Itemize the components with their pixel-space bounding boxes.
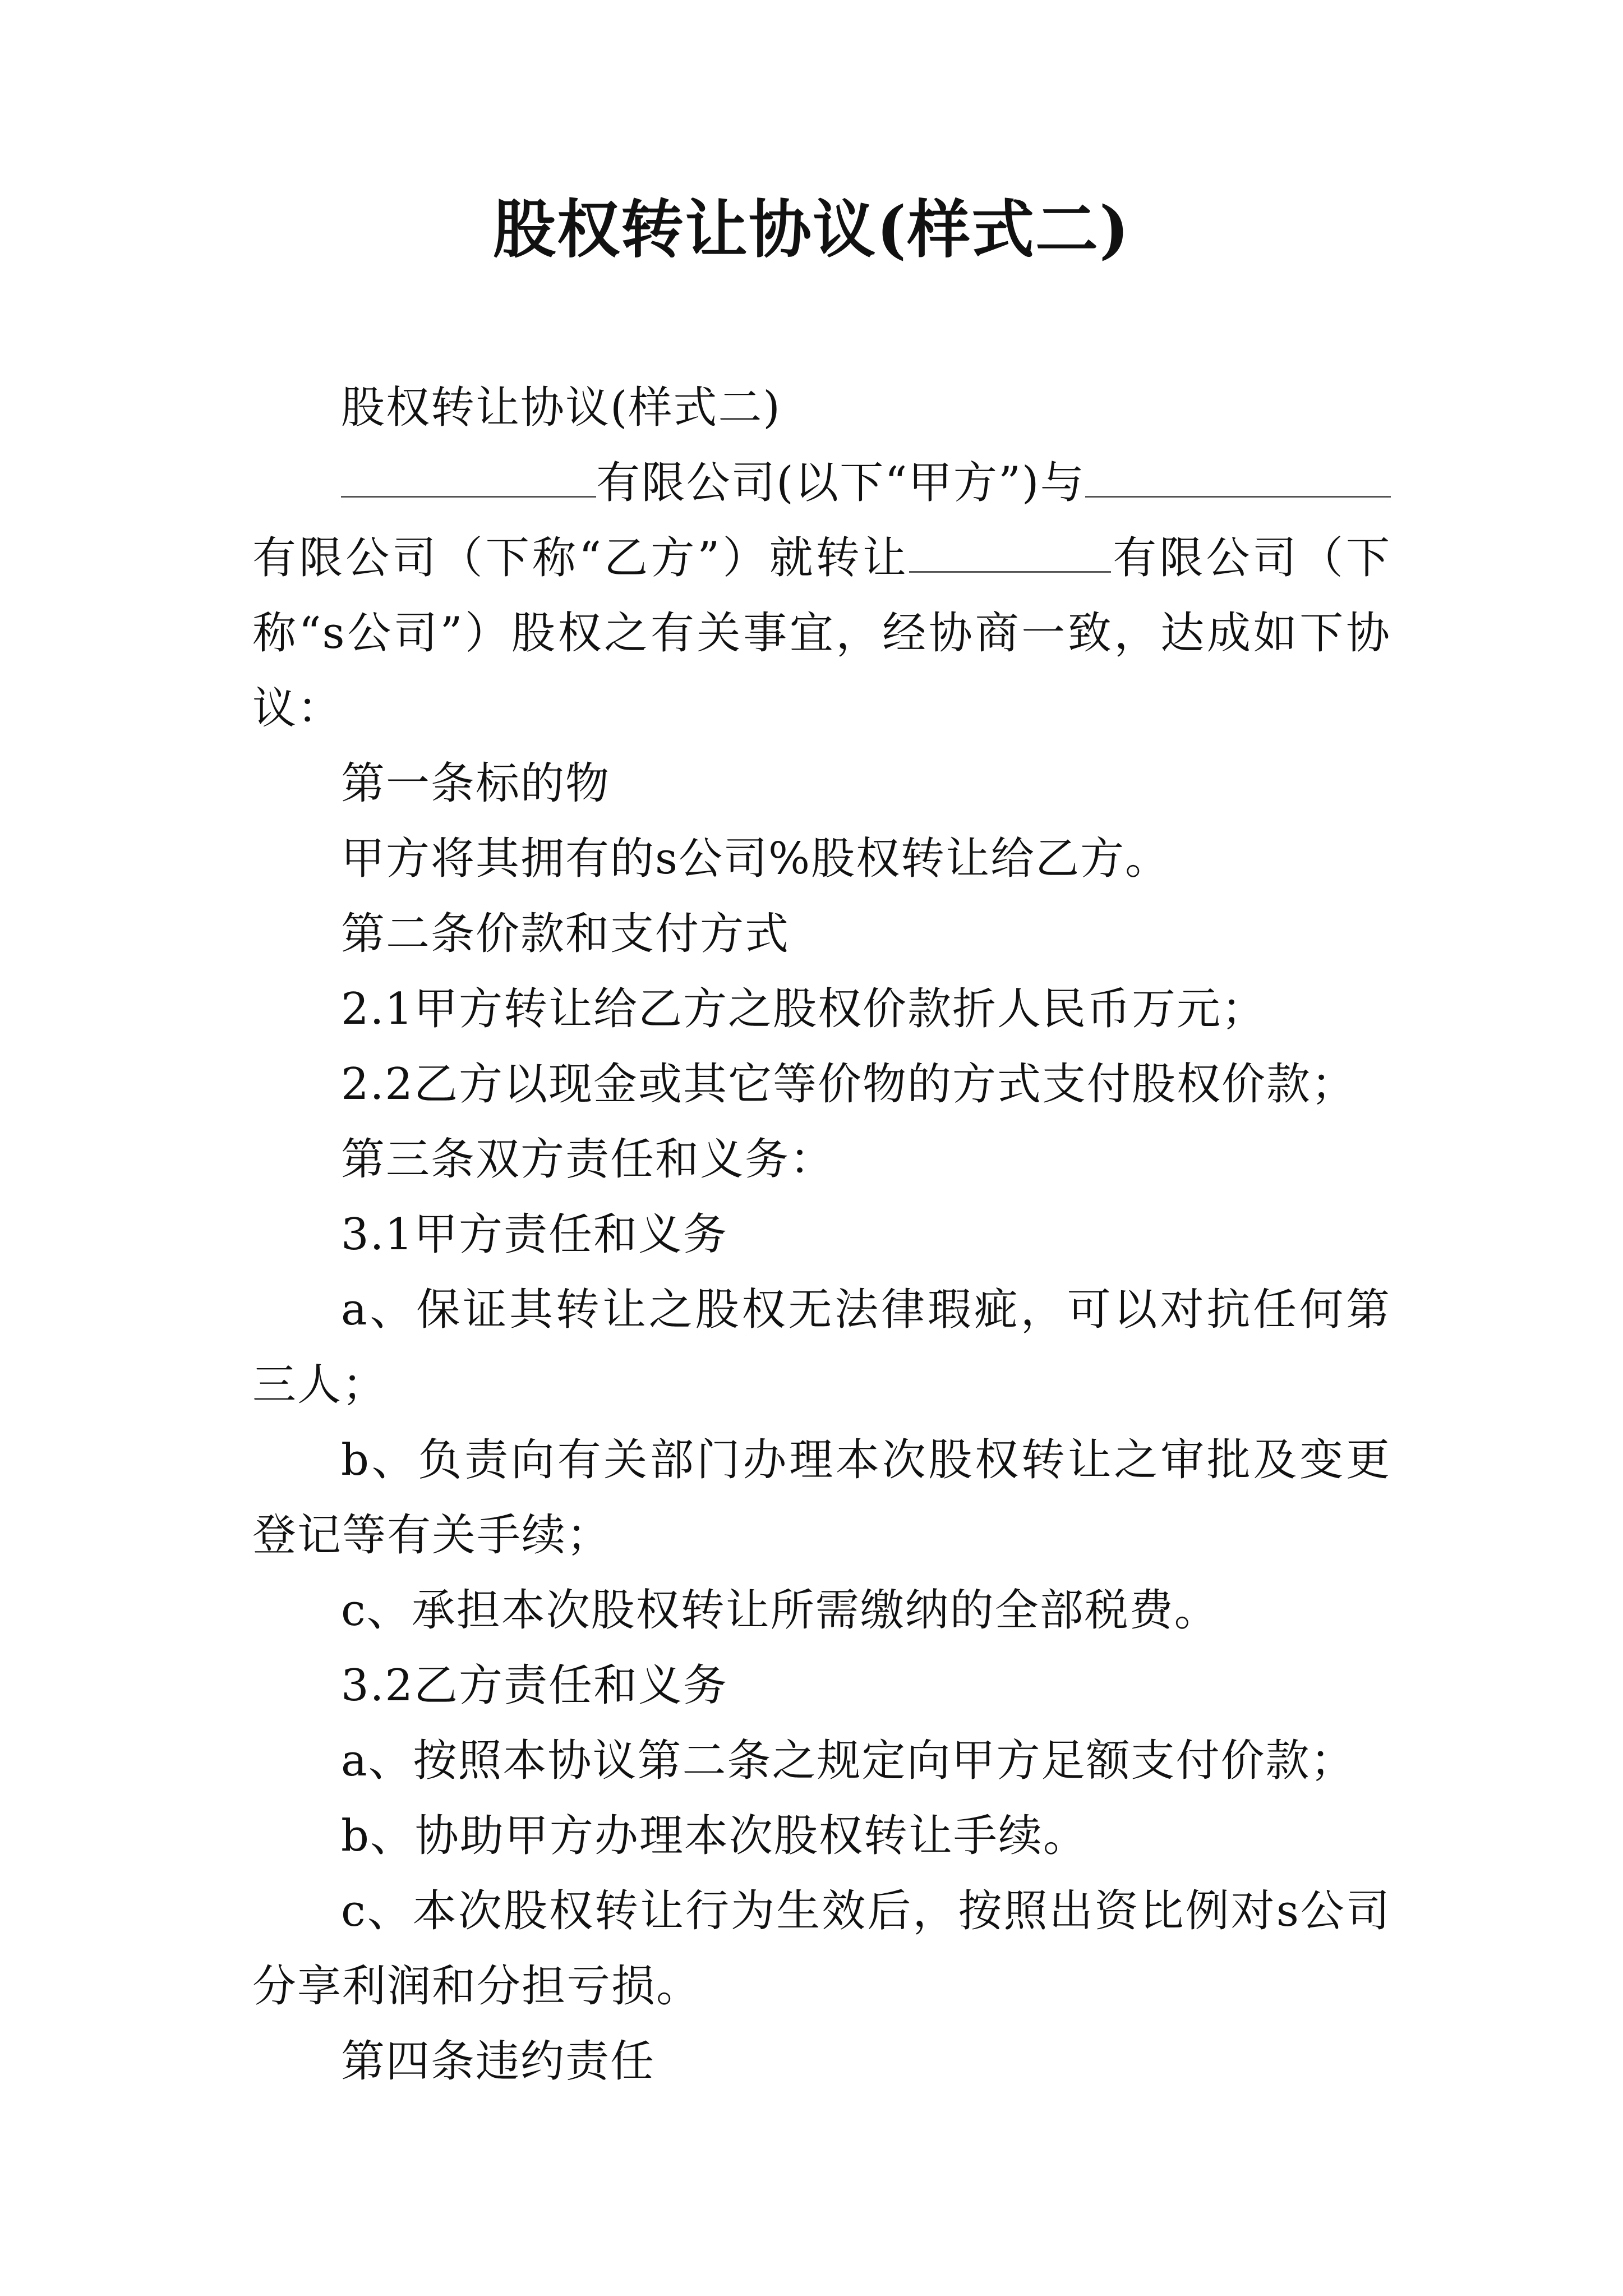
clause-paragraph: 甲方将其拥有的s公司%股权转让给乙方。 xyxy=(341,834,1170,884)
blank-target-company xyxy=(909,532,1111,573)
document-body xyxy=(252,370,1391,2099)
clause-paragraph: a、按照本协议第二条之规定向甲方足额支付价款； xyxy=(341,1736,1355,1786)
subtitle-paragraph: 股权转让协议(样式二) xyxy=(341,383,781,433)
parties-text-b: 有限公司（下称“乙方”）就转让 xyxy=(252,533,910,583)
article-heading: 第四条违约责任 xyxy=(341,2036,656,2087)
clause-paragraph: c、本次股权转让行为生效后，按照出资比例对s公司分享利润和分担亏损。 xyxy=(252,1886,1391,2012)
document-title: 股权转让协议(样式二) xyxy=(493,193,1130,266)
article-heading: 第二条价款和支付方式 xyxy=(341,909,790,959)
article-heading: 第一条标的物 xyxy=(341,758,611,809)
clause-paragraph: c、承担本次股权转让所需缴纳的全部税费。 xyxy=(341,1585,1219,1636)
blank-party-a xyxy=(341,457,596,498)
clause-paragraph: b、负责向有关部门办理本次股权转让之审批及变更登记等有关手续； xyxy=(252,1435,1391,1561)
parties-paragraph xyxy=(252,445,1391,746)
parties-text-c: 有限公司（下称“s公司”）股权之有关事宜，经协商一致，达成如下协议： xyxy=(252,533,1391,734)
clause-paragraph: a、保证其转让之股权无法律瑕疵，可以对抗任何第三人； xyxy=(252,1285,1391,1410)
blank-party-b xyxy=(1085,457,1391,498)
parties-text-a: 有限公司(以下“甲方”)与 xyxy=(596,458,1085,508)
clause-paragraph: 2.1甲方转让给乙方之股权价款折人民币万元； xyxy=(341,984,1267,1034)
article-heading: 第三条双方责任和义务： xyxy=(341,1134,835,1185)
clause-paragraph: 2.2乙方以现金或其它等价物的方式支付股权价款； xyxy=(341,1059,1357,1110)
clause-paragraph: 3.2乙方责任和义务 xyxy=(341,1660,728,1711)
clause-paragraph: 3.1甲方责任和义务 xyxy=(341,1209,728,1260)
clause-paragraph: b、协助甲方办理本次股权转让手续。 xyxy=(341,1811,1088,1861)
